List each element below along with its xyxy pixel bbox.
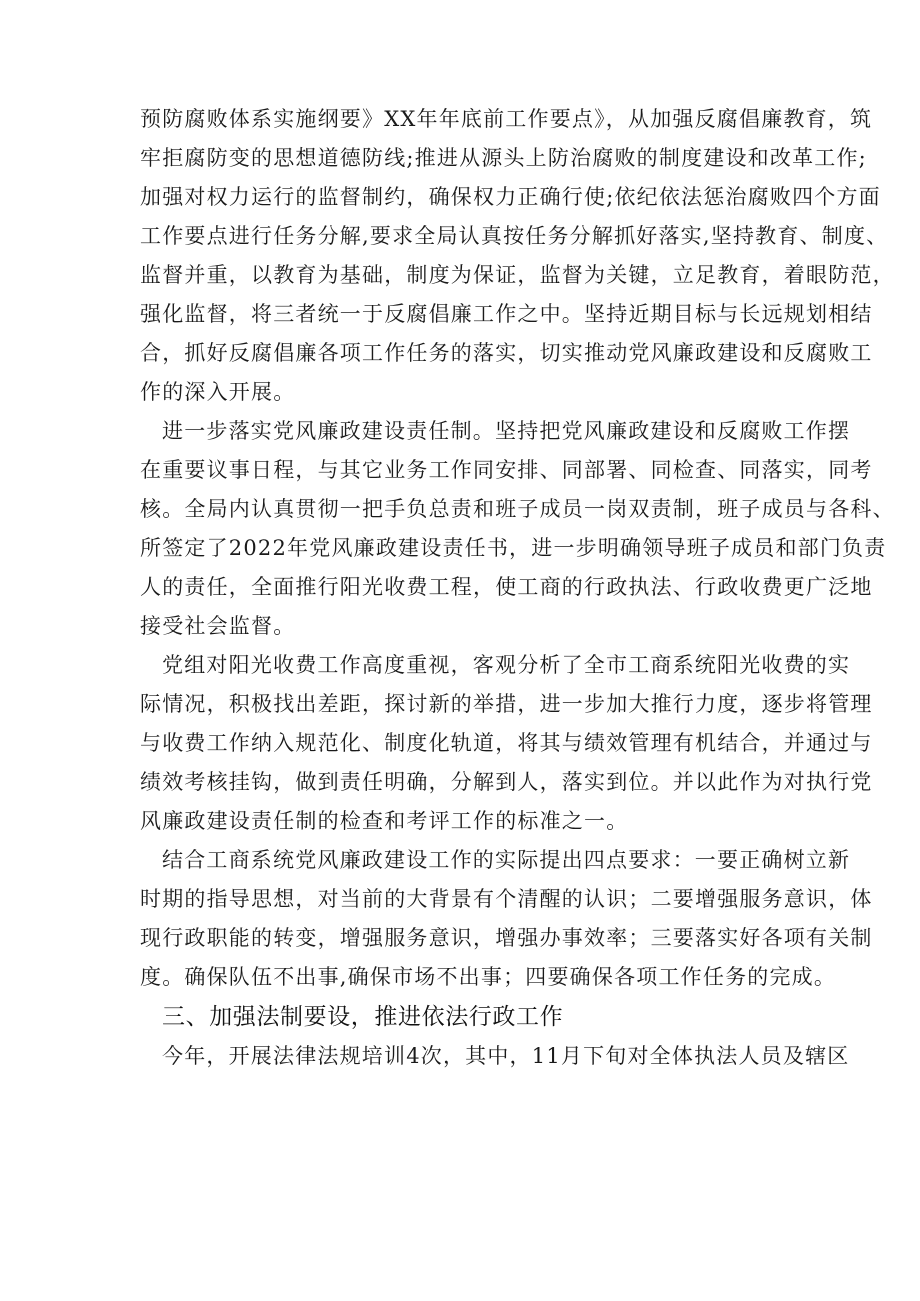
paragraph-5 xyxy=(0,1037,920,1076)
paragraph-2 xyxy=(0,412,920,646)
text-line: 党组对阳光收费工作高度重视，客观分析了全市工商系统阳光收费的实 xyxy=(162,653,851,677)
text-line: 监督并重，以教育为基础，制度为保证，监督为关键，立足教育，着眼防范， xyxy=(140,263,895,287)
text-line: 现行政职能的转变，增强服务意识，增强办事效率；三要落实好各项有关制 xyxy=(140,926,873,950)
text-line: 加强对权力运行的监督制约，确保权力正确行使;依纪依法惩治腐败四个方面 xyxy=(140,185,881,209)
text-line: 时期的指导思想，对当前的大背景有个清醒的认识；二要增强服务意识，体 xyxy=(140,887,873,911)
paragraph-4 xyxy=(0,841,920,997)
text-line: 度。确保队伍不出事,确保市场不出事；四要确保各项工作任务的完成。 xyxy=(140,965,837,989)
text-line: 工作要点进行任务分解,要求全局认真按任务分解抓好落实,坚持教育、制度、 xyxy=(140,224,889,248)
text-line: 在重要议事日程，与其它业务工作同安排、同部署、同检查、同落实，同考 xyxy=(140,458,873,482)
text-line: 强化监督，将三者统一于反腐倡廉工作之中。坚持近期目标与长远规划相结 xyxy=(140,302,873,326)
text-line: 牢拒腐防变的思想道德防线;推进从源头上防治腐败的制度建设和改革工作; xyxy=(140,146,867,170)
paragraph-1 xyxy=(0,100,920,412)
text-line: 人的责任，全面推行阳光收费工程，使工商的行政执法、行政收费更广泛地 xyxy=(140,575,873,599)
text-line: 进一步落实党风廉政建设责任制。坚持把党风廉政建设和反腐败工作摆 xyxy=(162,419,851,443)
text-line: 作的深入开展。 xyxy=(140,380,296,404)
text-line: 接受社会监督。 xyxy=(140,614,296,638)
text-line: 际情况，积极找出差距，探讨新的举措，进一步加大推行力度，逐步将管理 xyxy=(140,692,873,716)
paragraph-3 xyxy=(0,646,920,841)
text-line: 预防腐败体系实施纲要》XX年年底前工作要点》，从加强反腐倡廉教育，筑 xyxy=(140,107,873,131)
text-line: 核。全局内认真贯彻一把手负总责和班子成员一岗双责制，班子成员与各科、 xyxy=(140,497,895,521)
text-line: 绩效考核挂钩，做到责任明确，分解到人，落实到位。并以此作为对执行党 xyxy=(140,770,873,794)
text-line: 与收费工作纳入规范化、制度化轨道，将其与绩效管理有机结合，并通过与 xyxy=(140,731,873,755)
text-line: 合，抓好反腐倡廉各项工作任务的落实，切实推动党风廉政建设和反腐败工 xyxy=(140,341,873,365)
text-line: 结合工商系统党风廉政建设工作的实际提出四点要求：一要正确树立新 xyxy=(162,848,851,872)
text-line: 风廉政建设责任制的检查和考评工作的标准之一。 xyxy=(140,809,629,833)
document-body xyxy=(0,100,920,1076)
text-line: 今年，开展法律法规培训4次，其中，11月下旬对全体执法人员及辖区 xyxy=(162,1044,850,1068)
text-line: 所签定了2022年党风廉政建设责任书，进一步明确领导班子成员和部门负责 xyxy=(140,536,887,560)
section-heading: 三、加强法制要设，推进依法行政工作 xyxy=(162,1004,564,1030)
